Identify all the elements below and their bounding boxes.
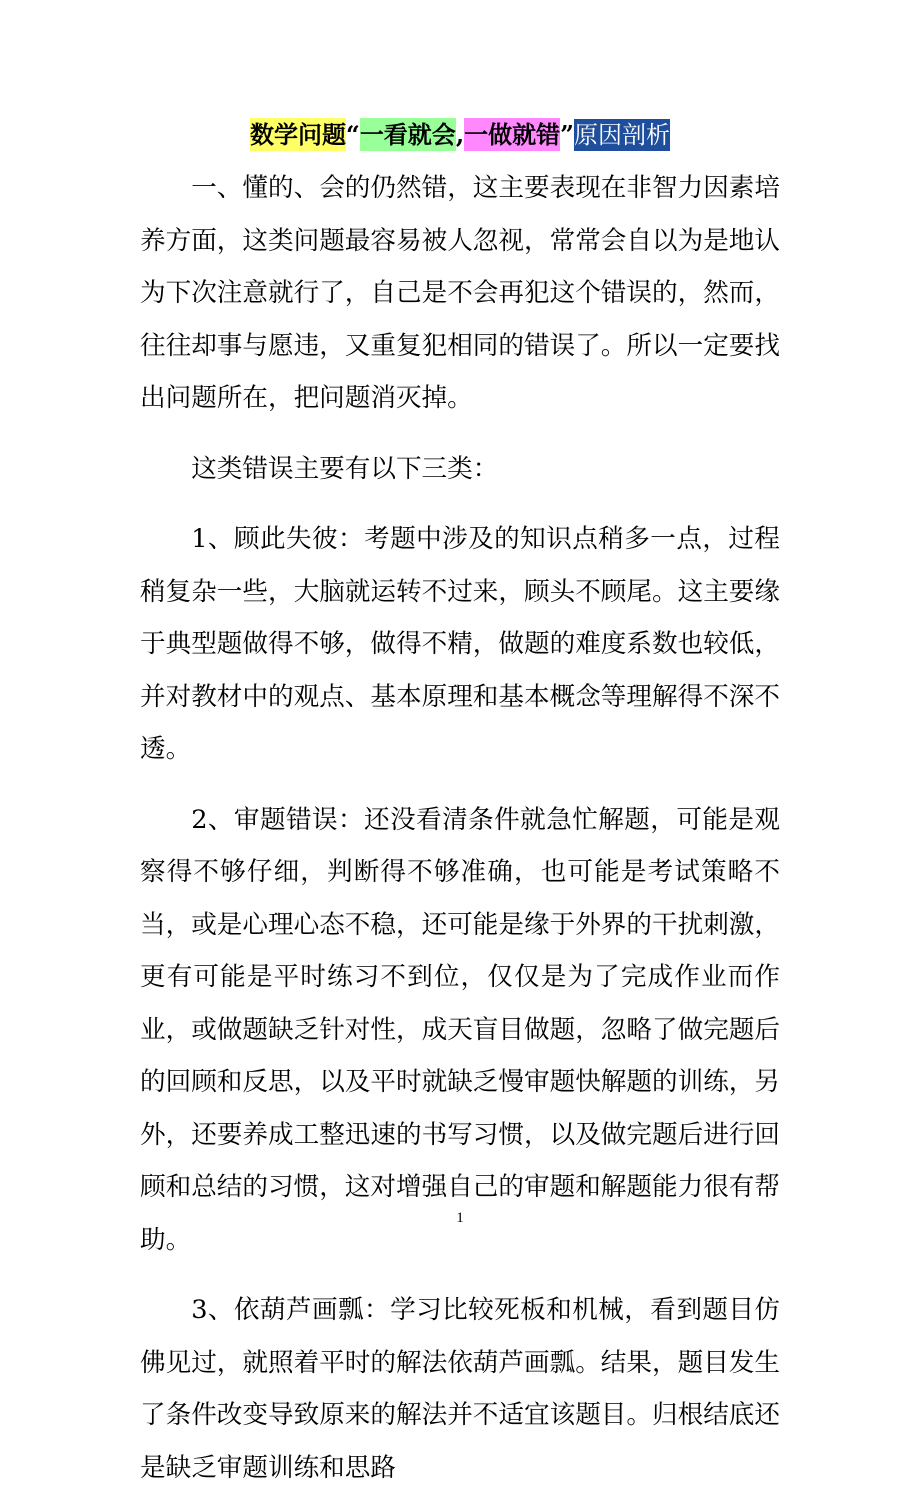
paragraph-1: 一、懂的、会的仍然错，这主要表现在非智力因素培养方面，这类问题最容易被人忽视，常常会自以为是地认为下次注意就行了，自己是不会再犯这个错误的，然而，往往却事与愿违，又重复犯相同的错误了。所以一定要找出问题所在，把问题消灭掉。 [140, 173, 780, 413]
title-segment-cause-analysis: 原因剖析 [573, 121, 670, 149]
paragraph-5: 3、依葫芦画瓢：学习比较死板和机械，看到题目仿佛见过，就照着平时的解法依葫芦画瓢。结果，题目发生了条件改变导致原来的解法并不适宜该题目。归根结底还是缺乏审题训练和思路 [140, 1295, 780, 1483]
paragraph-2: 这类错误主要有以下三类： [191, 453, 499, 484]
page-number: 1 [456, 1210, 464, 1226]
title-close-quote: ” [560, 120, 574, 149]
title-segment-math-problem: 数学问题 [250, 120, 346, 149]
document-title [0, 117, 920, 153]
paragraph-4: 2、审题错误：还没看清条件就急忙解题，可能是观察得不够仔细，判断得不够准确，也可能是考试策略不当，或是心理心态不稳，还可能是缘于外界的干扰刺激，更有可能是平时练习不到位，仅仅是为了完成作业而作业，或做题缺乏针对性，成天盲目做题，忽略了做完题后的回顾和反思，以及平时就缺乏慢审题快解题的训练，另外，还要养成工整迅速的书写习惯，以及做完题后进行回顾和总结的习惯，这对增强自己的审题和解题能力很有帮助。 [140, 804, 780, 1255]
title-segment-see-and-know: 一看就会 [359, 120, 456, 149]
title-open-quote: “ [346, 120, 360, 149]
paragraph-3: 1、顾此失彼：考题中涉及的知识点稍多一点，过程稍复杂一些，大脑就运转不过来，顾头不顾尾。这主要缘于典型题做得不够，做得不精，做题的难度系数也较低，并对教材中的观点、基本原理和基本概念等理解得不深不透。 [140, 524, 780, 764]
title-comma: , [455, 120, 465, 149]
document-body [140, 162, 780, 1494]
title-segment-do-and-err: 一做就错 [464, 120, 561, 149]
